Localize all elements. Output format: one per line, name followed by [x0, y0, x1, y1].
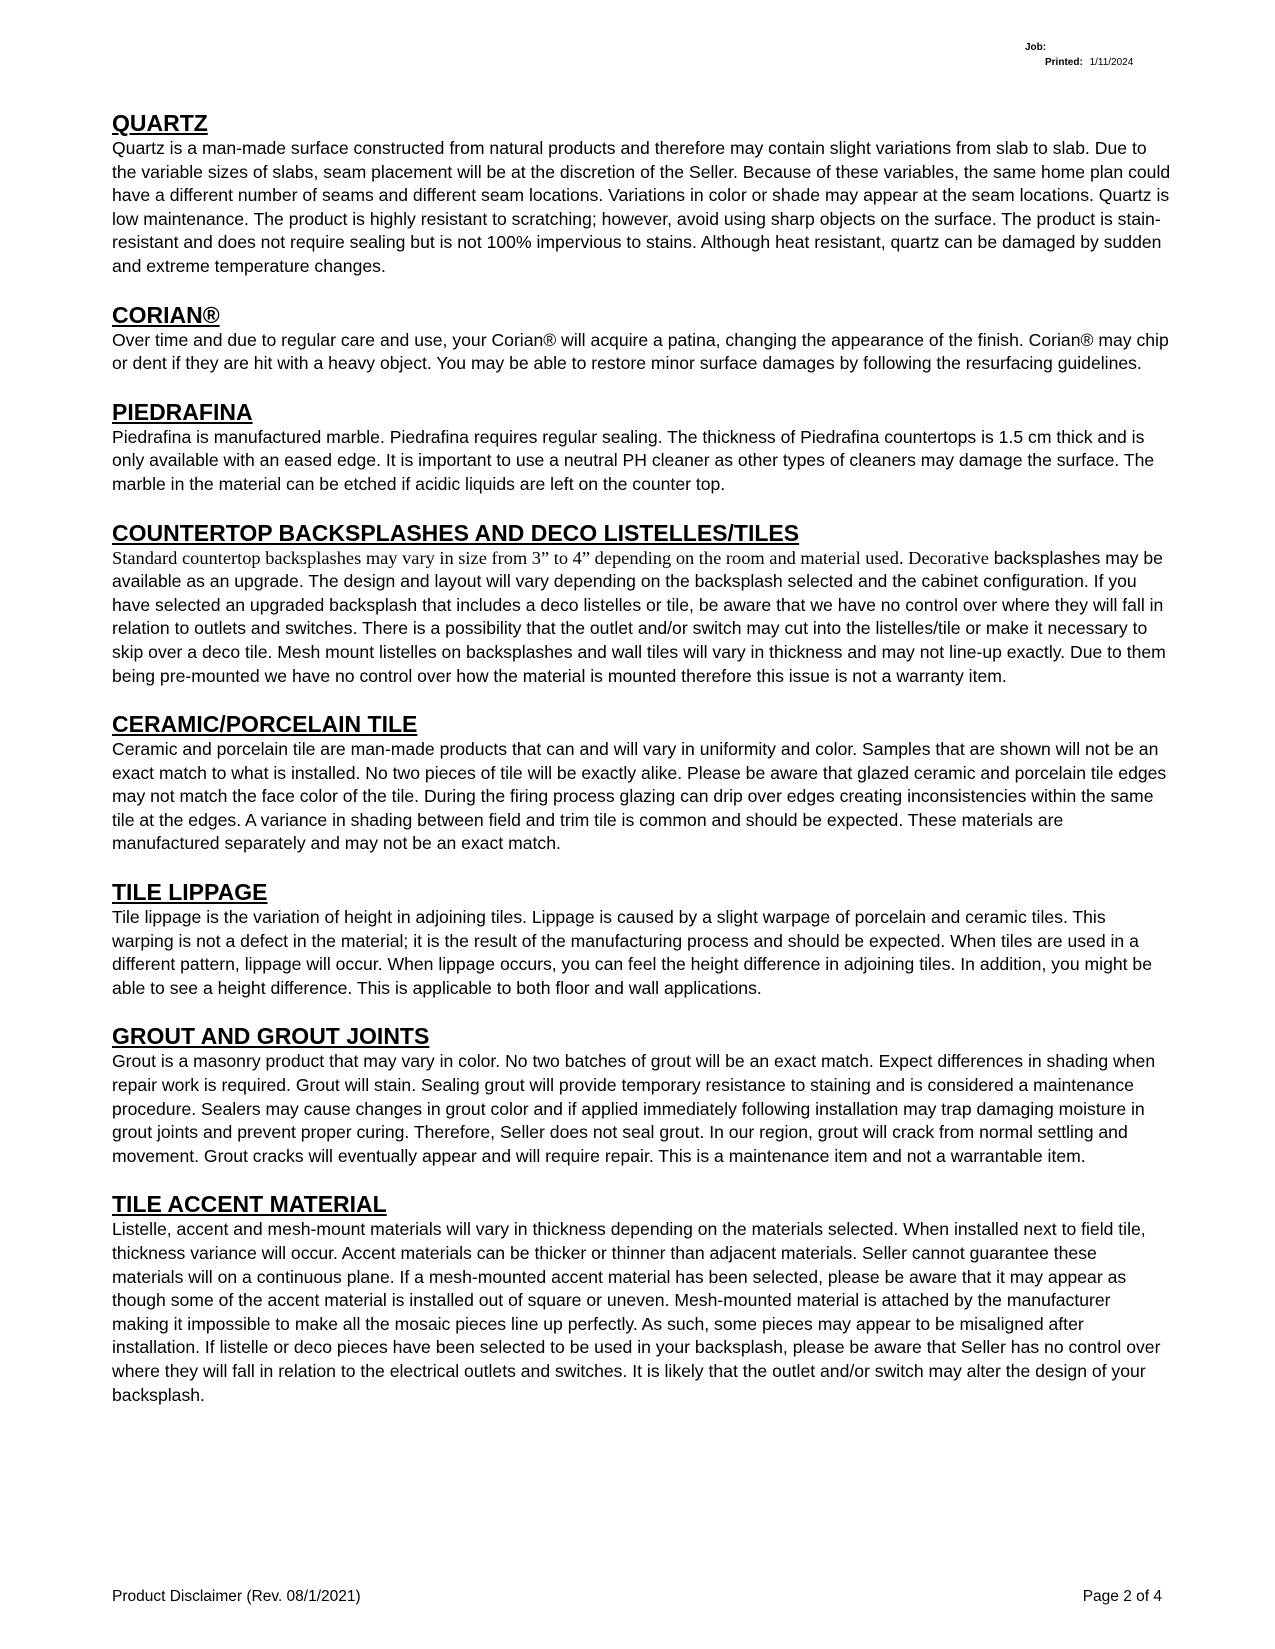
section-quartz [112, 110, 1172, 279]
section-title: TILE LIPPAGE [112, 879, 268, 906]
printed-date: 1/11/2024 [1089, 57, 1134, 68]
section-body: Over time and due to regular care and use, your Corian® will acquire a patina, changing the appearance of the finish. Corian® may chip or dent if they are hit with a heavy object. You may be able to restore minor surface damages by following the resurfacing guidelines. [112, 329, 1169, 374]
section-body: Piedrafina is manufactured marble. Piedrafina requires regular sealing. The thickness of Piedrafina countertops is 1.5 cm thick and is only available with an eased edge. It is important to use a neutral PH cleaner as other types of cleaners may damage the surface. The marble in the material can be etched if acidic liquids are left on the counter top. [112, 426, 1155, 494]
section-piedrafina [112, 399, 1172, 497]
document-body [112, 110, 1172, 1430]
section-ceramic-porcelain-tile [112, 711, 1172, 856]
section-title: TILE ACCENT MATERIAL [112, 1191, 387, 1218]
section-title: CERAMIC/PORCELAIN TILE [112, 711, 418, 738]
section-body: Grout is a masonry product that may vary in color. No two batches of grout will be an exact match. Expect differences in shading when repair work is required. Grout will stain. Sealing grout will provide temporary resistance to staining and is considered a maintenance procedure. Sealers may cause changes in grout color and if applied immediately following installation may trap damaging moisture in grout joints and prevent proper curing. Therefore, Seller does not seal grout. In our region, grout will crack from normal settling and movement. Grout cracks will eventually appear and will require repair. This is a maintenance item and not a warrantable item. [112, 1051, 1156, 1166]
section-body: Ceramic and porcelain tile are man-made products that can and will vary in uniformity and color. Samples that are shown will not be an exact match to what is installed. No two pieces of tile will be exactly alike. Please be aware that glazed ceramic and porcelain tile edges may not match the face color of the tile. During the firing process glazing can drip over edges creating inconsistencies within the same tile at the edges. A variance in shading between field and trim tile is common and should be expected. These materials are manufactured separately and may not be an exact match. [112, 739, 1167, 854]
printed-row [1025, 55, 1133, 70]
section-title: PIEDRAFINA [112, 398, 253, 425]
section-body: Tile lippage is the variation of height in adjoining tiles. Lippage is caused by a slight warpage of porcelain and ceramic tiles. This warping is not a defect in the material; it is the result of the manufacturing process and should be expected. When tiles are used in a different pattern, lippage will occur. When lippage occurs, you can feel the height difference in adjoining tiles. In addition, you might be able to see a height difference. This is applicable to both floor and wall applications. [112, 907, 1152, 998]
section-title: CORIAN® [112, 301, 220, 328]
section-title: QUARTZ [112, 110, 208, 136]
section-body: Quartz is a man-made surface constructed from natural products and therefore may contain slight variations from slab to slab. Due to the variable sizes of slabs, seam placement will be at the discretion of the Seller. Because of these variables, the same home plan could have a different number of seams and different seam locations. Variations in color or shade may appear at the seam locations. Quartz is low maintenance. The product is highly resistant to scratching; however, avoid using sharp objects on the surface. The product is stain-resistant and does not require sealing but is not 100% impervious to stains. Although heat resistant, quartz can be damaged by sudden and extreme temperature changes. [112, 138, 1171, 276]
section-body-rest: backsplashes may be available as an upgrade. The design and layout will vary depending on the backsplash selected and the cabinet configuration. If you have selected an upgraded backsplash that includes a deco listelles or tile, be aware that we have no control over where they will fall in relation to outlets and switches. There is a possibility that the outlet and/or switch may cut into the listelles/tile or make it necessary to skip over a deco tile. Mesh mount listelles on backsplashes and wall tiles will vary in thickness and may not line-up exactly. Due to them being pre-mounted we have no control over how the material is mounted therefore this issue is not a warranty item. [112, 547, 1166, 686]
section-tile-accent-material [112, 1191, 1172, 1407]
footer-document-revision: Product Disclaimer (Rev. 08/1/2021) [112, 1588, 361, 1605]
header-meta [1025, 40, 1133, 70]
section-grout [112, 1023, 1172, 1168]
section-title: COUNTERTOP BACKSPLASHES AND DECO LISTELLES/TILES [112, 519, 800, 546]
section-body-lead: Standard countertop backsplashes may vary in size from 3” to 4” depending on the room and material used. Decorative [112, 547, 989, 568]
section-tile-lippage [112, 879, 1172, 1000]
section-body [112, 547, 1172, 689]
section-corian [112, 302, 1172, 376]
section-backsplashes [112, 520, 1172, 689]
section-body: Listelle, accent and mesh-mount materials will vary in thickness depending on the materials selected. When installed next to field tile, thickness variance will occur. Accent materials can be thicker or thinner than adjacent materials. Seller cannot guarantee these materials will on a continuous plane. If a mesh-mounted accent material has been selected, please be aware that it may appear as though some of the accent material is installed out of square or uneven. Mesh-mounted material is attached by the manufacturer making it impossible to make all the mosaic pieces line up perfectly. As such, some pieces may appear to be misaligned after installation. If listelle or deco pieces have been selected to be used in your backsplash, please be aware that Seller has no control over where they will fall in relation to the electrical outlets and switches. It is likely that the outlet and/or switch may alter the design of your backsplash. [112, 1219, 1161, 1405]
job-row [1025, 40, 1133, 55]
footer-page-number: Page 2 of 4 [1082, 1588, 1162, 1605]
job-label: Job: [1025, 42, 1047, 53]
printed-label: Printed: [1045, 57, 1083, 68]
page-footer [112, 1588, 1162, 1606]
section-title: GROUT AND GROUT JOINTS [112, 1023, 430, 1050]
